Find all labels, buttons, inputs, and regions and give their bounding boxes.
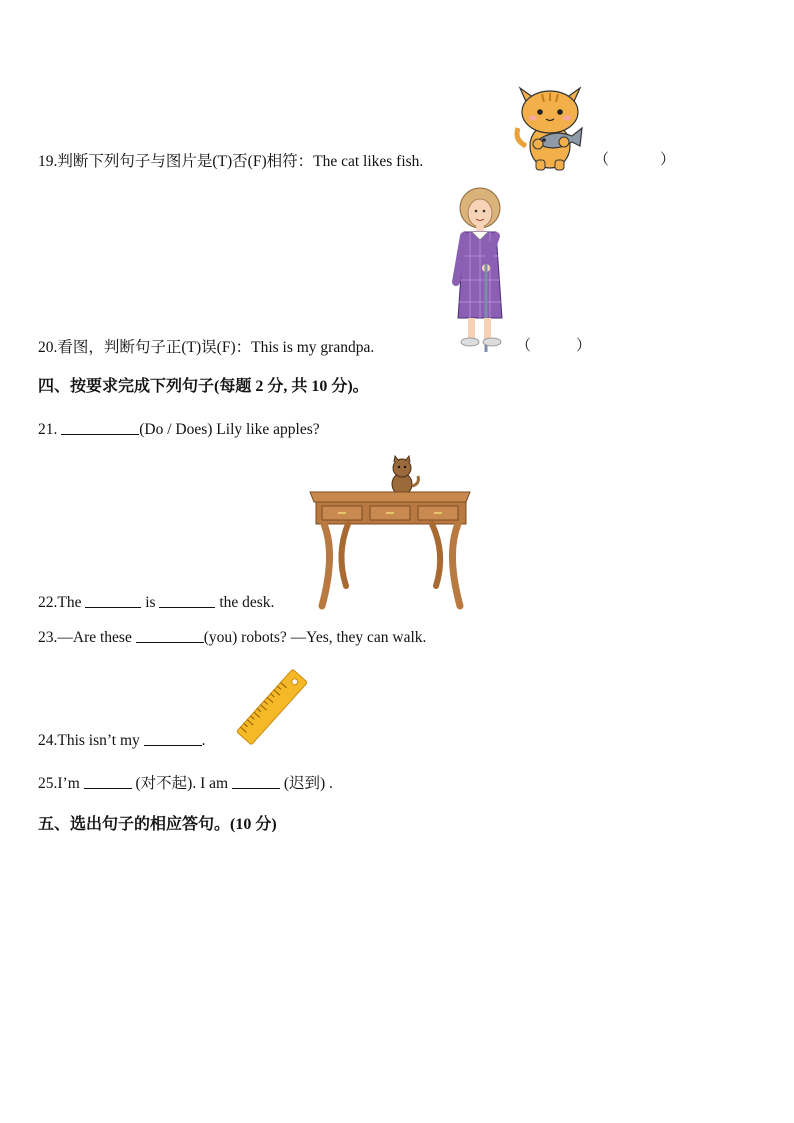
question-25 (38, 776, 333, 792)
answer-blank-24[interactable] (144, 733, 202, 746)
question-25-part-b: (对不起). I am (135, 775, 229, 792)
question-22-part-a: 22.The (38, 594, 82, 611)
answer-blank-22b[interactable] (159, 595, 215, 608)
ruler-image (234, 664, 310, 750)
question-24-part-a: 24.This isn’t my (38, 732, 140, 749)
question-25-part-c: (迟到) . (283, 775, 333, 792)
answer-blank-21[interactable] (61, 422, 139, 435)
question-23 (38, 630, 426, 646)
answer-paren-close-20: ） (576, 338, 592, 354)
question-21-number: 21. (38, 421, 58, 438)
answer-blank-23[interactable] (136, 630, 204, 643)
question-21-text: (Do / Does) Lily like apples? (139, 421, 320, 438)
question-21 (38, 422, 320, 438)
question-20 (38, 340, 374, 356)
question-23-part-b: (you) robots? —Yes, they can walk. (203, 629, 427, 646)
question-22-part-c: the desk. (219, 594, 275, 611)
cat-on-desk-image (306, 454, 476, 610)
section-4-heading: 四、按要求完成下列句子(每题 2 分, 共 10 分)。 (38, 378, 369, 395)
question-24-part-b: . (201, 732, 206, 749)
answer-paren-close-19: ） (660, 152, 676, 168)
grandmother-with-cane-image (446, 186, 514, 354)
answer-paren-open-20: （ (516, 338, 532, 354)
question-22-part-b: is (145, 594, 156, 611)
question-23-part-a: 23.—Are these (38, 629, 132, 646)
question-25-part-a: 25.I’m (38, 775, 80, 792)
answer-paren-open-19: （ (594, 152, 610, 168)
question-19-text: 19.判断下列句子与图片是(T)否(F)相符：The cat likes fish. (38, 153, 424, 170)
cat-holding-fish-image (512, 80, 588, 172)
question-24 (38, 733, 206, 749)
section-5-heading: 五、选出句子的相应答句。(10 分) (38, 816, 277, 833)
answer-blank-25a[interactable] (84, 776, 132, 789)
question-20-text: 20.看图，判断句子正(T)误(F)：This is my grandpa. (38, 339, 375, 356)
question-22 (38, 595, 274, 611)
answer-blank-25b[interactable] (232, 776, 280, 789)
question-19 (38, 154, 423, 170)
answer-blank-22a[interactable] (85, 595, 141, 608)
